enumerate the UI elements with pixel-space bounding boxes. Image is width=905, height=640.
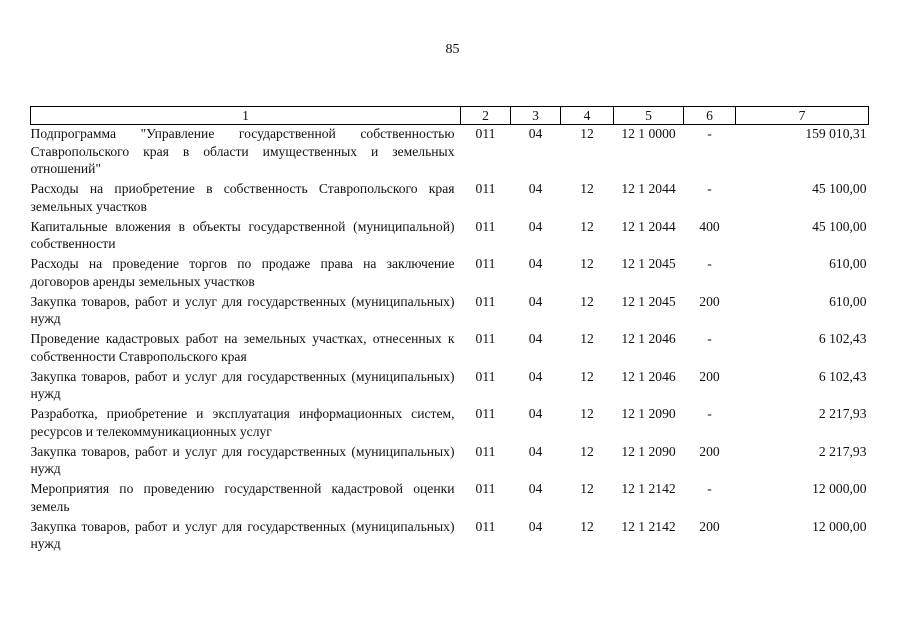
cell-code-3: 04: [528, 406, 543, 421]
cell-amount: 610,00: [829, 256, 867, 271]
table-row: [31, 125, 869, 181]
cell-expense-type: 200: [699, 293, 720, 309]
cell-code-3: 04: [528, 256, 543, 271]
cell-target-code: 12 1 2045: [621, 256, 676, 271]
cell-target-code: 12 1 2090: [621, 443, 676, 459]
cell-target-code: 12 1 0000: [621, 126, 676, 141]
row-description: Капитальные вложения в объекты государственной (муниципальной) собственности: [30, 218, 455, 251]
cell-code-3: 04: [528, 126, 543, 141]
cell-target-code: 12 1 2046: [621, 368, 676, 384]
cell-target-code: 12 1 2142: [621, 518, 676, 534]
cell-expense-type: -: [707, 406, 712, 421]
column-header-3: 3: [511, 107, 561, 125]
column-header-5: 5: [614, 107, 684, 125]
cell-code-4: 12: [580, 406, 594, 421]
cell-code-4: 12: [580, 293, 594, 309]
column-header-7: 7: [736, 107, 869, 125]
cell-expense-type: 200: [699, 443, 720, 459]
column-header-6: 6: [684, 107, 736, 125]
cell-code-3: 04: [528, 181, 543, 196]
cell-code-4: 12: [580, 443, 594, 459]
cell-expense-type: -: [707, 481, 712, 496]
cell-target-code: 12 1 2142: [621, 481, 676, 496]
table-row: [31, 480, 869, 518]
row-description: Проведение кадастровых работ на земельных участках, отнесенных к собственности Ставропольского края: [30, 331, 455, 364]
cell-amount: 12 000,00: [812, 481, 867, 496]
column-header-4: 4: [561, 107, 614, 125]
cell-expense-type: 200: [699, 518, 720, 534]
column-header-1: 1: [31, 107, 461, 125]
page-number: 85: [445, 42, 460, 57]
table-row: [31, 218, 869, 256]
cell-code-4: 12: [580, 256, 594, 271]
cell-code-4: 12: [580, 481, 594, 496]
cell-code-3: 04: [528, 443, 543, 459]
row-description: Закупка товаров, работ и услуг для государственных (муниципальных) нужд: [30, 293, 455, 326]
cell-code-3: 04: [528, 218, 543, 234]
cell-code-4: 12: [580, 331, 594, 346]
cell-amount: 2 217,93: [818, 406, 867, 421]
cell-code-4: 12: [580, 218, 594, 234]
cell-amount: 12 000,00: [812, 518, 867, 534]
cell-target-code: 12 1 2045: [621, 293, 676, 309]
cell-expense-type: -: [707, 126, 712, 141]
row-description: Закупка товаров, работ и услуг для государственных (муниципальных) нужд: [30, 368, 455, 401]
cell-code-4: 12: [580, 181, 594, 196]
row-description: Разработка, приобретение и эксплуатация информационных систем, ресурсов и телекоммуникационных услуг: [30, 406, 455, 439]
row-description: Расходы на проведение торгов по продаже права на заключение договоров аренды земельных участков: [30, 256, 455, 289]
cell-code-2: 011: [475, 518, 496, 534]
cell-code-2: 011: [475, 406, 496, 421]
cell-amount: 45 100,00: [812, 181, 867, 196]
row-description: Подпрограмма "Управление государственной собственностью Ставропольского края в области имущественных и земельных отношений": [30, 126, 455, 176]
cell-code-2: 011: [475, 256, 496, 271]
cell-expense-type: 200: [699, 368, 720, 384]
cell-code-2: 011: [475, 218, 496, 234]
cell-code-2: 011: [475, 481, 496, 496]
cell-amount: 6 102,43: [818, 331, 867, 346]
table-row: [31, 368, 869, 406]
cell-expense-type: -: [707, 181, 712, 196]
cell-amount: 45 100,00: [812, 218, 867, 234]
cell-code-3: 04: [528, 331, 543, 346]
cell-amount: 610,00: [829, 293, 867, 309]
table-body: [31, 125, 869, 556]
cell-amount: 2 217,93: [818, 443, 867, 459]
table-row: [31, 255, 869, 293]
cell-target-code: 12 1 2044: [621, 181, 676, 196]
budget-table: [30, 106, 869, 555]
table-row: [31, 518, 869, 556]
cell-code-3: 04: [528, 368, 543, 384]
cell-code-2: 011: [475, 181, 496, 196]
cell-code-2: 011: [475, 443, 496, 459]
row-description: Мероприятия по проведению государственной кадастровой оценки земель: [30, 481, 455, 514]
cell-amount: 6 102,43: [818, 368, 867, 384]
cell-code-4: 12: [580, 126, 594, 141]
row-description: Закупка товаров, работ и услуг для государственных (муниципальных) нужд: [30, 443, 455, 476]
cell-target-code: 12 1 2046: [621, 331, 676, 346]
cell-code-2: 011: [475, 368, 496, 384]
cell-expense-type: -: [707, 256, 712, 271]
header-row: [31, 107, 869, 125]
cell-target-code: 12 1 2090: [621, 406, 676, 421]
table-row: [31, 443, 869, 481]
cell-code-3: 04: [528, 481, 543, 496]
cell-code-4: 12: [580, 368, 594, 384]
table-header: [31, 107, 869, 125]
cell-code-2: 011: [475, 293, 496, 309]
cell-expense-type: -: [707, 331, 712, 346]
table-row: [31, 405, 869, 443]
table-row: [31, 180, 869, 218]
cell-code-4: 12: [580, 518, 594, 534]
row-description: Закупка товаров, работ и услуг для государственных (муниципальных) нужд: [30, 518, 455, 551]
column-header-2: 2: [461, 107, 511, 125]
table-row: [31, 293, 869, 331]
cell-target-code: 12 1 2044: [621, 218, 676, 234]
cell-code-3: 04: [528, 293, 543, 309]
cell-code-2: 011: [475, 126, 496, 141]
cell-code-3: 04: [528, 518, 543, 534]
cell-expense-type: 400: [699, 218, 720, 234]
cell-code-2: 011: [475, 331, 496, 346]
cell-amount: 159 010,31: [805, 126, 867, 141]
table-row: [31, 330, 869, 368]
row-description: Расходы на приобретение в собственность Ставропольского края земельных участков: [30, 181, 455, 214]
